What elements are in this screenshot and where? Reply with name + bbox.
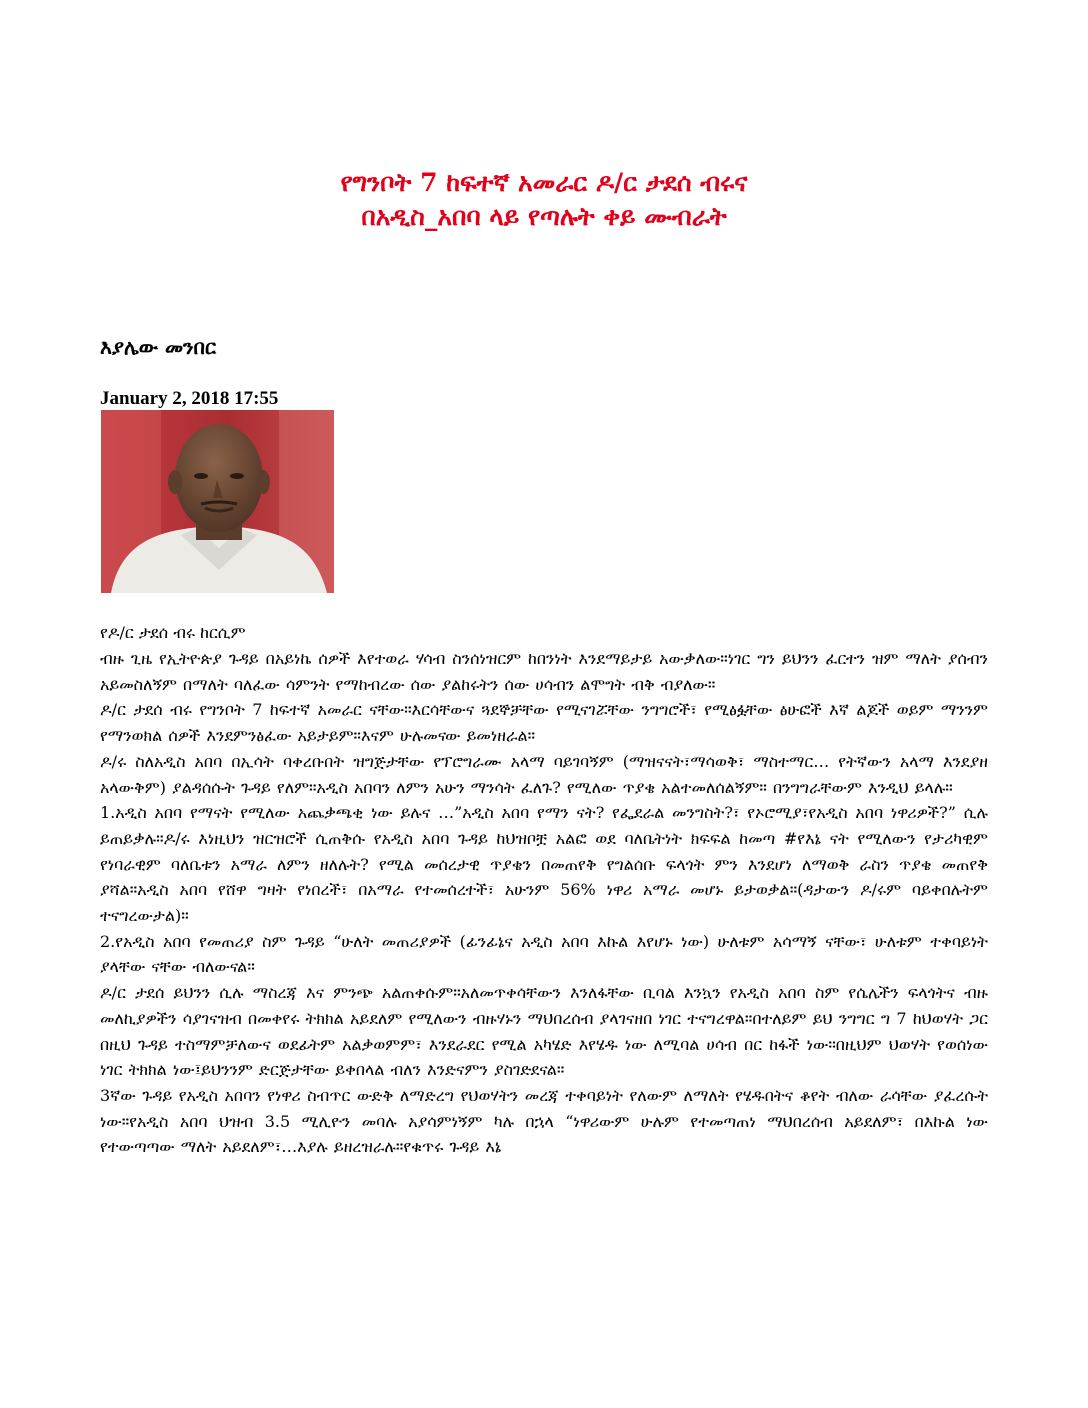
portrait-photo-icon — [101, 410, 334, 593]
photo-caption: የዶ/ር ታደሰ ብሩ ከርሲም — [100, 623, 246, 642]
publish-date: January 2, 2018 17:55 — [100, 388, 279, 409]
paragraph-1: ብዙ ጊዜ የኢትዮጵያ ጉዳይ በአይነኬ ሰዎች እየተወራ ሃሳብ ስንሰነዝርም ከበንነት እንደማይታይ አውቃለው።ነገር ግን ይህንን ፈርተን ዝም ማለት ያሰብን አይመስለኝም በማለት ባለፈው ሳምንት የማከብረው ሰው ያልከሩትን ሰው ሀሳብን ልሞግት ብቅ ብያለው። — [100, 649, 988, 694]
author-name: እያሌው መንበር — [100, 335, 217, 359]
title-line-2: በአዲስ_አበባ ላይ የጣሉት ቀይ ሙብራት — [361, 202, 727, 231]
paragraph-6: ዶ/ር ታደሰ ይህንን ሲሉ ማስረጃ እና ምንጭ አልጠቀሱም።አለመጥቀሳቸውን እንለፋቸው ቢባል እንኳን የአዲስ አበባ ስም የሴሌችን ፍላጎትና ብዙ መለኪያዎችን ሳያገናዝብ በመቀየሩ ትክክል አይደለም የሚለውን ብዙሃኑን ማህበረሰብ ያላገናዘበ ነገር ተናግረዋል።በተለይም ይህ ንግግር ግ 7 ከህወሃት ጋር በዚህ ጉዳይ ተስማምቻለውና ወደፊትም አልቃወምም፣ እንደራደር የሚል አካሄድ እየሄዱ ነው ለሚባል ሀሳብ በር ከፋች ነው።በዚህም ህወሃት የወሰነው ነገር ትክክል ነው፤ይህንንም ድርጅታቸው ይቀበላል ብለን እንድናምን ያስገድደናል። — [100, 983, 988, 1080]
article-body — [100, 646, 988, 1391]
portrait-photo — [101, 410, 334, 593]
paragraph-2: ዶ/ር ታደሰ ብሩ የግንቦት 7 ከፍተኛ አመራር ናቸው።እርሳቸውና ጓደኞቻቸው የሚናገሯቸው ንግግሮች፣ የሚፅፏቸው ፅሁፎች እኛ ልጆች ወይም ማንንም የማንወክል ሰዎች እንደምንፅፈው አይታይም።እናም ሁሉመናው ይመነዘራል። — [100, 700, 988, 746]
paragraph-4: 1.አዲስ አበባ የማናት የሚለው አጨቃጫቂ ነው ይሉና …”አዲስ አበባ የማን ናት? የፌደራል መንግስት?፣ የኦሮሚያ፣የአዲስ አበባ ነዋሪዎች?” ሲሉ ይጠይቃሉ።ዶ/ሩ እነዚህን ዝርዝሮች ሲጠቅሱ የአዲስ አበባ ጉዳይ ከህዝቦቿ አልፎ ወደ ባለቤትነት ክፍፍል ከመጣ #የእኔ ናት የሚለውን የታሪካዊም የነባራዊም ባለቤቱን አማራ ለምን ዘለሉት? የሚል መሰረታዊ ጥያቄን በመጠየቅ የግልሰቡ ፍላጎት ምን እንደሆነ ለማወቅ ራስን ጥያቄ መጠየቅ ያሻል።አዲስ አበባ የሸዋ ግዛት የነበረች፣ በአማራ የተመሰረተች፣ አሁንም 56% ነዋሪ አማራ መሆኑ ይታወቃል።(ዳታውን ዶ/ሩም ባይቀበሉትም ተናግረውታል)። — [100, 803, 988, 926]
title-line-1: የግንቦት 7 ከፍተኛ አመራር ዶ/ር ታደሰ ብሩና — [340, 168, 748, 197]
article-title — [100, 166, 988, 234]
paragraph-3: ዶ/ሩ ስለአዲስ አበባ በኢሳት ባቀረቡበት ዝግጅታቸው የፕሮግራሙ አላማ ባይገባኝም (ማዝናናት፣ማሳወቅ፣ ማስተማር… የትኛውን አላማ እንደያዘ አላውቅም) ያልዳሰሱት ጉዳይ የለም።አዲስ አበባን ለምን አሁን ማንሳት ፈለጉ? የሚለው ጥያቄ አልተመለሰልኝም። በንግግራቸውም እንዲህ ይላሉ። — [100, 751, 988, 797]
paragraph-7: 3ኛው ጉዳይ የአዲስ አበባን የነዋሪ ስብጥር ውድቅ ለማድረግ የህወሃትን መረጃ ተቀባይነት የለውም ለማለት የሄዱበትና ቆየት ብለው ራሳቸው ያፈረሱት ነው።የአዲስ አበባ ህዝብ 3.5 ሚሊዮን መባሉ አያሳምነኝም ካሉ በኋላ “ነዋሪውም ሁሉም የተመጣጠነ ማህበረሰብ አይደለም፣ በእኩል ነው የተውጣጣው ማለት አይደለም፣…እያሉ ይዘረዝራሉ።የቁጥሩ ጉዳይ እኔ — [100, 1085, 988, 1157]
paragraph-5: 2.የአዲስ አበባ የመጠሪያ ስም ጉዳይ “ሁለት መጠሪያዎች (ፊንፊኔና አዲስ አበባ እኩል እየሆኑ ነው) ሁለቱም አሳማኝ ናቸው፣ ሁለቱም ተቀባይነት ያላቸው ናቸው ብለውናል። — [100, 931, 988, 977]
